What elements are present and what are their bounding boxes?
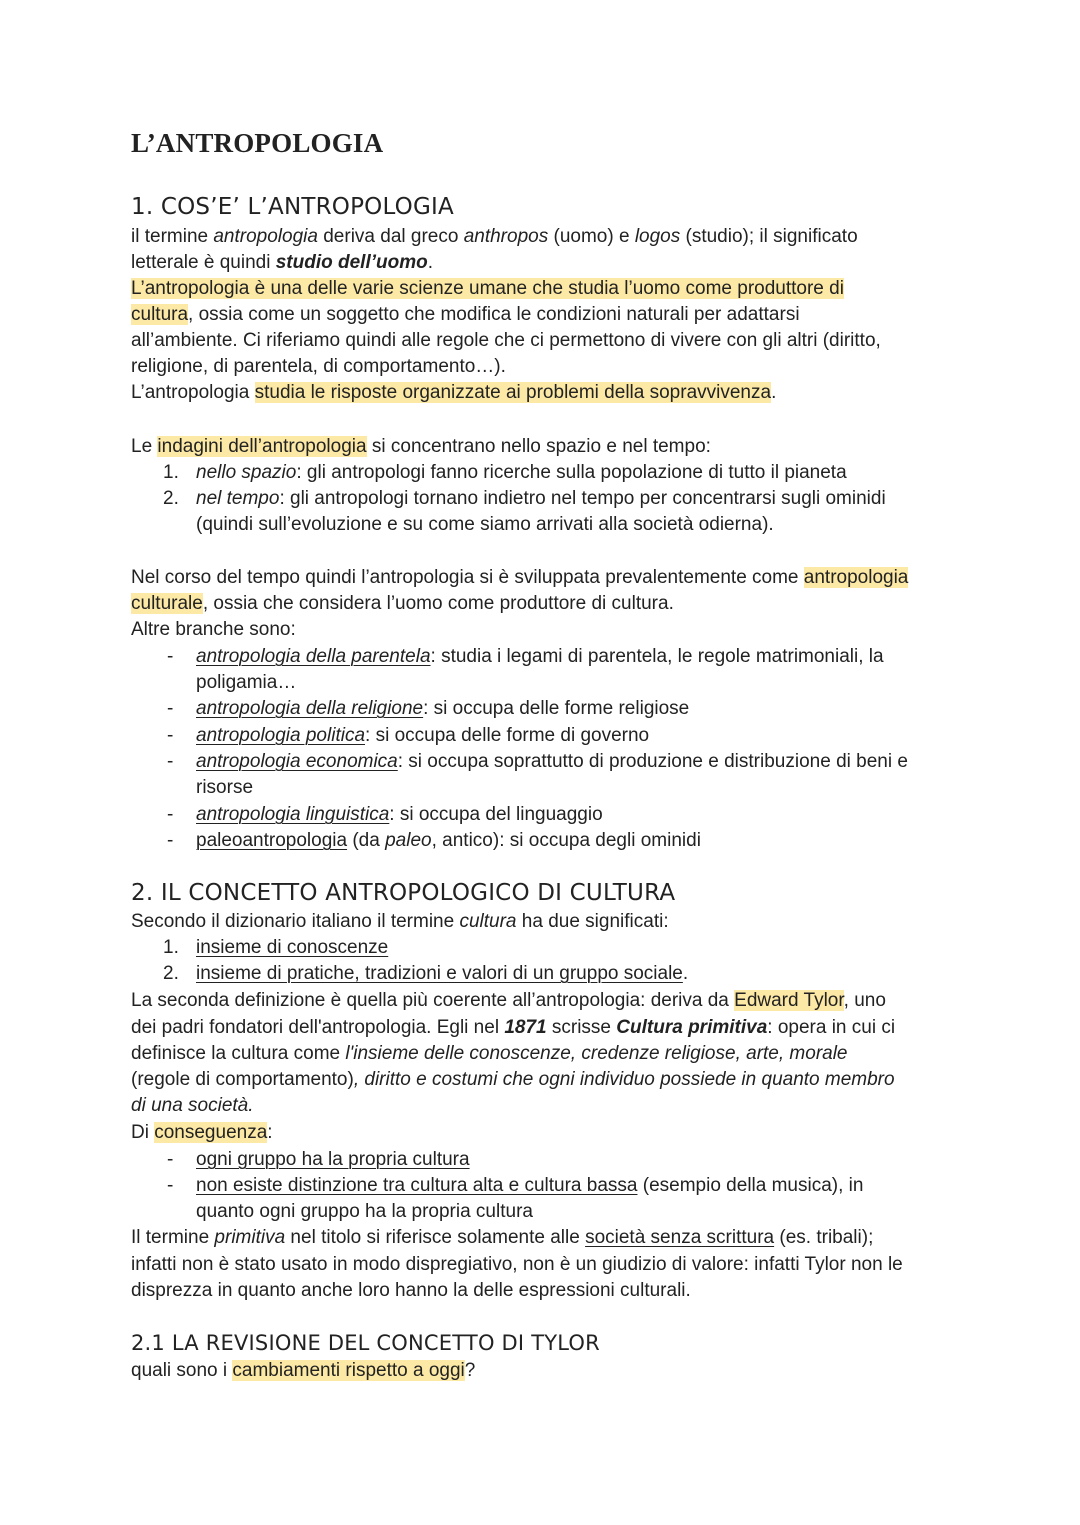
paragraph-line: religione, di parentela, di comportamento…). (131, 356, 506, 377)
document-title: L’ANTROPOLOGIA (131, 128, 384, 158)
paragraph-line: Il termine primitiva nel titolo si riferisce solamente alle società senza scrittura (es. tribali); (131, 1227, 874, 1248)
bullet-dash: - (167, 751, 174, 772)
highlight: culturale (131, 593, 203, 614)
list-item-continuation: poligamia… (196, 672, 297, 693)
list-item: non esiste distinzione tra cultura alta e cultura bassa (esempio della musica), in (196, 1175, 864, 1196)
paragraph-line: quali sono i cambiamenti rispetto a oggi? (131, 1360, 476, 1381)
list-item: insieme di pratiche, tradizioni e valori di un gruppo sociale. (196, 963, 689, 984)
list-item: nello spazio: gli antropologi fanno ricerche sulla popolazione di tutto il pianeta (196, 462, 847, 483)
section-2-1-heading: 2.1 LA REVISIONE DEL CONCETTO DI TYLOR (131, 1331, 600, 1355)
list-item: insieme di conoscenze (196, 937, 389, 958)
bullet-dash: - (167, 1149, 174, 1170)
highlight: cambiamenti rispetto a oggi (232, 1360, 465, 1381)
list-item: antropologia economica: si occupa soprattutto di produzione e distribuzione di beni e (196, 751, 908, 772)
list-item: ogni gruppo ha la propria cultura (196, 1149, 470, 1170)
highlighted-line (131, 276, 844, 302)
list-item-continuation: risorse (196, 777, 254, 798)
section-2-heading: 2. IL CONCETTO ANTROPOLOGICO DI CULTURA (131, 880, 676, 906)
list-item: nel tempo: gli antropologi tornano indietro nel tempo per concentrarsi sugli ominidi (196, 488, 886, 509)
bullet-dash: - (167, 725, 174, 746)
bullet-dash: - (167, 1175, 174, 1196)
paragraph-line: Di conseguenza: (131, 1122, 273, 1143)
paragraph-line: Secondo il dizionario italiano il termine cultura ha due significati: (131, 911, 669, 932)
paragraph-line: il termine antropologia deriva dal greco anthropos (uomo) e logos (studio); il significato (131, 226, 858, 247)
highlight: L’antropologia è una delle varie scienze umane che studia l’uomo come produttore di (131, 278, 844, 299)
highlight: cultura (131, 304, 189, 325)
section-1-heading: 1. COS’E’ L’ANTROPOLOGIA (131, 194, 454, 220)
list-item: antropologia della religione: si occupa delle forme religiose (196, 698, 690, 719)
list-item: paleoantropologia (da paleo, antico): si occupa degli ominidi (196, 830, 701, 851)
paragraph-line: definisce la cultura come l'insieme delle conoscenze, credenze religiose, arte, morale (131, 1043, 848, 1064)
list-number: 2. (163, 488, 179, 509)
bullet-dash: - (167, 830, 174, 851)
paragraph-line: Nel corso del tempo quindi l’antropologia si è sviluppata prevalentemente come antropologia (131, 567, 909, 588)
list-item: antropologia politica: si occupa delle forme di governo (196, 725, 650, 746)
paragraph-line: di una società. (131, 1095, 254, 1116)
highlight: indagini dell’antropologia (157, 436, 367, 457)
highlight: conseguenza (154, 1122, 268, 1143)
list-number: 1. (163, 937, 179, 958)
list-item-continuation: quanto ogni gruppo ha la propria cultura (196, 1201, 533, 1222)
list-number: 1. (163, 462, 179, 483)
paragraph-line: Altre branche sono: (131, 619, 296, 640)
paragraph-line: dei padri fondatori dell'antropologia. Egli nel 1871 scrisse Cultura primitiva: opera in cui ci (131, 1017, 896, 1038)
bullet-dash: - (167, 646, 174, 667)
bullet-dash: - (167, 698, 174, 719)
paragraph-line: letterale è quindi studio dell’uomo. (131, 252, 433, 273)
paragraph-line: culturale, ossia che considera l’uomo come produttore di cultura. (131, 593, 674, 614)
highlight: antropologia (803, 567, 909, 588)
list-item: antropologia della parentela: studia i legami di parentela, le regole matrimoniali, la (196, 646, 884, 667)
paragraph-line: (regole di comportamento), diritto e costumi che ogni individuo possiede in quanto membro (131, 1069, 895, 1090)
highlight: studia le risposte organizzate ai problemi della sopravvivenza (254, 382, 772, 403)
paragraph-line: cultura, ossia come un soggetto che modifica le condizioni naturali per adattarsi (131, 304, 800, 325)
highlight: Edward Tylor (734, 990, 844, 1011)
paragraph-line: Le indagini dell’antropologia si concentrano nello spazio e nel tempo: (131, 436, 711, 457)
list-number: 2. (163, 963, 179, 984)
paragraph-line: infatti non è stato usato in modo dispregiativo, non è un giudizio di valore: infatti Tylor non le (131, 1254, 903, 1275)
bullet-dash: - (167, 804, 174, 825)
paragraph-line: disprezza in quanto anche loro hanno la delle espressioni culturali. (131, 1280, 691, 1301)
paragraph-line: L’antropologia studia le risposte organizzate ai problemi della sopravvivenza. (131, 382, 777, 403)
list-item-continuation: (quindi sull’evoluzione e su come siamo arrivati alla società odierna). (196, 514, 774, 535)
paragraph-line: La seconda definizione è quella più coerente all’antropologia: deriva da Edward Tylor, uno (131, 990, 886, 1011)
paragraph-line: all’ambiente. Ci riferiamo quindi alle regole che ci permettono di vivere con gli altri (diritto, (131, 330, 881, 351)
list-item: antropologia linguistica: si occupa del linguaggio (196, 804, 603, 825)
